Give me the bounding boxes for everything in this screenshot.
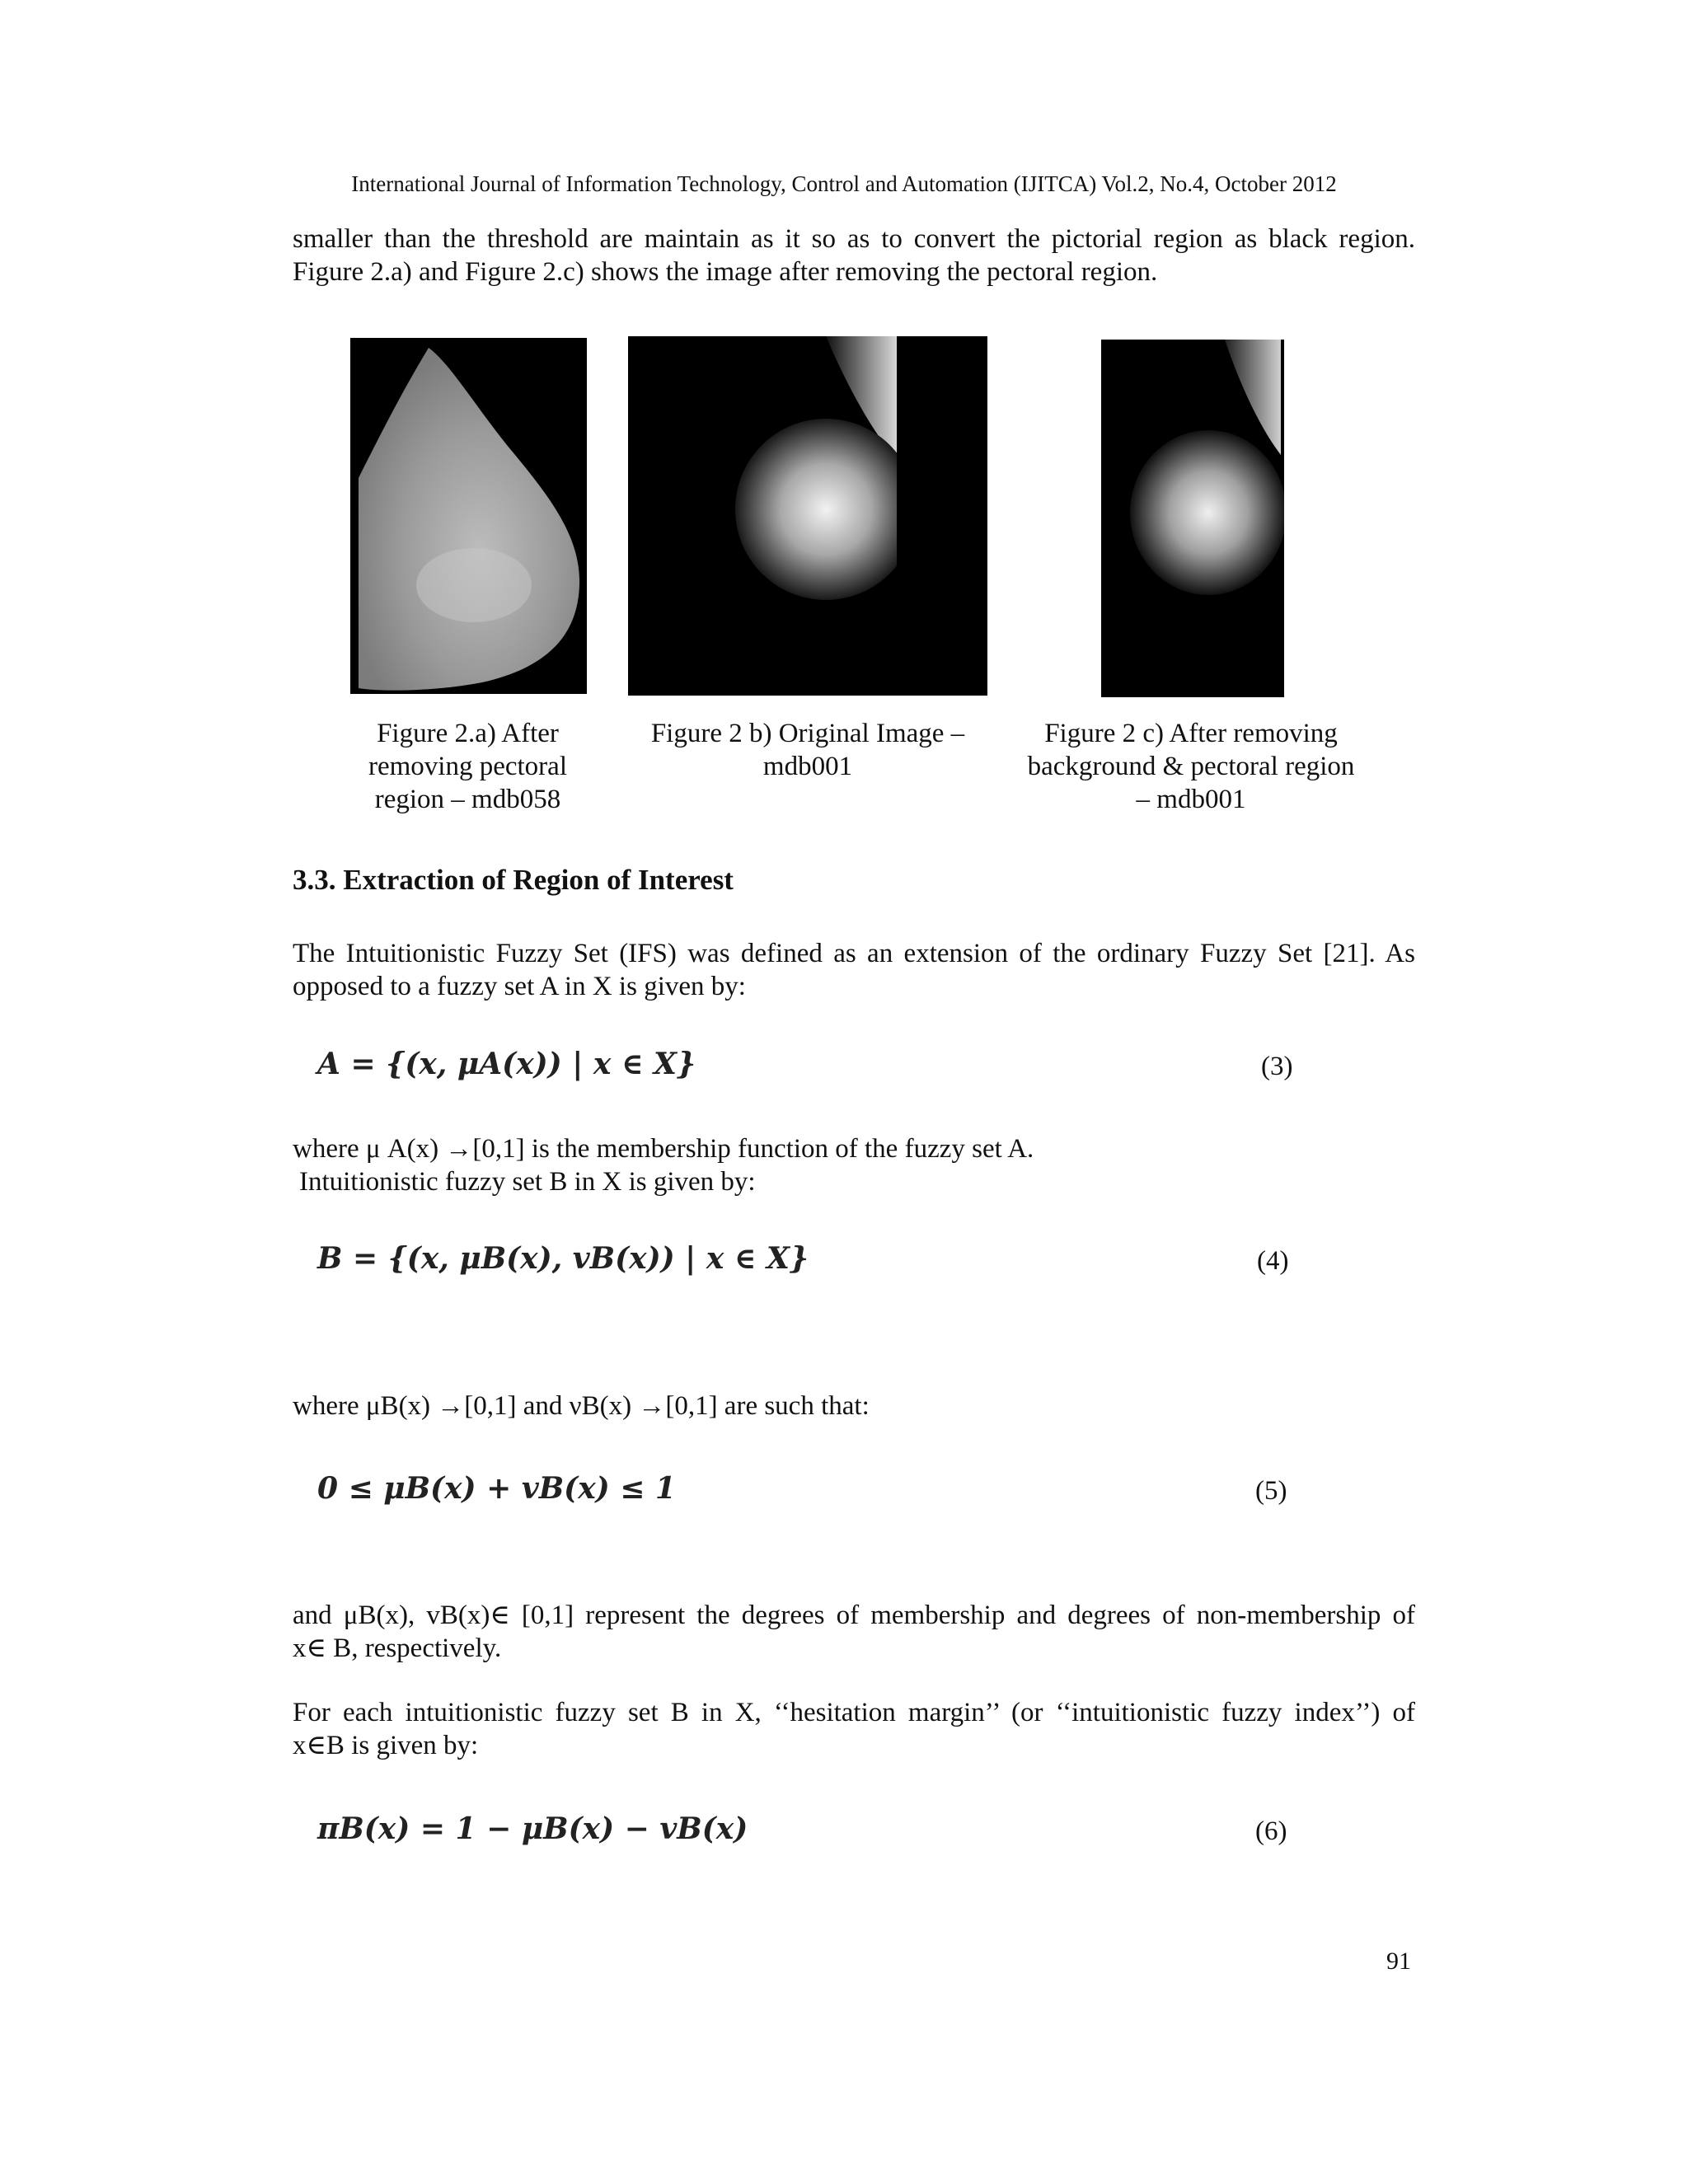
- equation-4: B = {(x, μB(x), vB(x)) | x ∈ X}: [317, 1241, 809, 1276]
- p4-line-2: x∈ B, respectively.: [293, 1633, 502, 1663]
- section-heading: 3.3. Extraction of Region of Interest: [293, 864, 734, 896]
- caption-line: Figure 2 b) Original Image –: [650, 719, 965, 748]
- p5-line-1: For each intuitionistic fuzzy set B in X, ‘‘hesitation margin’’ (or ‘‘intuitionistic fuzzy index’’) of: [293, 1698, 1415, 1727]
- figure-2a-image: [350, 338, 587, 694]
- equation-6-number: (6): [1255, 1816, 1287, 1846]
- p1-line-2: opposed to a fuzzy set A in X is given by:: [293, 972, 746, 1001]
- figure-2c-caption: [1010, 717, 1372, 816]
- intro-line-1: smaller than the threshold are maintain as it so as to convert the pictorial region as black region.: [293, 224, 1415, 254]
- caption-line: mdb001: [762, 752, 853, 781]
- p4-line-1: and μB(x), vB(x)∈ [0,1] represent the degrees of membership and degrees of non-membership of: [293, 1601, 1415, 1630]
- mammogram-background-removed: [1101, 340, 1284, 697]
- figure-2b-image: [628, 336, 987, 696]
- mammogram-pectoral-removed: [350, 338, 587, 694]
- caption-line: – mdb001: [1136, 785, 1246, 814]
- equation-3: A = {(x, μA(x)) | x ∈ X}: [317, 1047, 696, 1081]
- intro-paragraph: [293, 223, 1415, 288]
- equation-5: 0 ≤ μB(x) + vB(x) ≤ 1: [317, 1471, 676, 1506]
- caption-line: removing pectoral: [368, 752, 567, 781]
- equation-4-number: (4): [1257, 1246, 1289, 1276]
- caption-line: Figure 2 c) After removing: [1044, 719, 1338, 748]
- p2-line-2: Intuitionistic fuzzy set B in X is given by:: [299, 1167, 756, 1197]
- p2-line-1: where μ A(x) →[0,1] is the membership function of the fuzzy set A.: [293, 1134, 1034, 1164]
- equation-5-number: (5): [1255, 1476, 1287, 1506]
- figure-2b-caption: [626, 717, 989, 783]
- paragraph-constraints: where μB(x) →[0,1] and νB(x) →[0,1] are such that:: [293, 1391, 870, 1421]
- p5-line-2: x∈B is given by:: [293, 1731, 479, 1760]
- figure-2c-image: [1101, 340, 1284, 697]
- paragraph-hesitation: [293, 1696, 1415, 1762]
- equation-3-number: (3): [1261, 1052, 1293, 1081]
- page-number: 91: [1386, 1947, 1411, 1975]
- paragraph-ifs-intro: [293, 937, 1415, 1003]
- caption-line: Figure 2.a) After: [377, 719, 559, 748]
- p1-line-1: The Intuitionistic Fuzzy Set (IFS) was defined as an extension of the ordinary Fuzzy Set [21]. As: [293, 939, 1415, 968]
- caption-line: background & pectoral region: [1027, 752, 1355, 781]
- caption-line: region – mdb058: [374, 785, 561, 814]
- intro-line-2: Figure 2.a) and Figure 2.c) shows the image after removing the pectoral region.: [293, 257, 1158, 287]
- figure-2a-caption: [330, 717, 606, 816]
- paragraph-degrees: [293, 1599, 1415, 1665]
- paragraph-membership: [293, 1132, 1415, 1198]
- running-header: International Journal of Information Technology, Control and Automation (IJITCA) Vol.2, No.4, October 2012: [351, 171, 1337, 196]
- mammogram-original: [628, 336, 987, 696]
- equation-6: πB(x) = 1 − μB(x) − vB(x): [317, 1811, 748, 1846]
